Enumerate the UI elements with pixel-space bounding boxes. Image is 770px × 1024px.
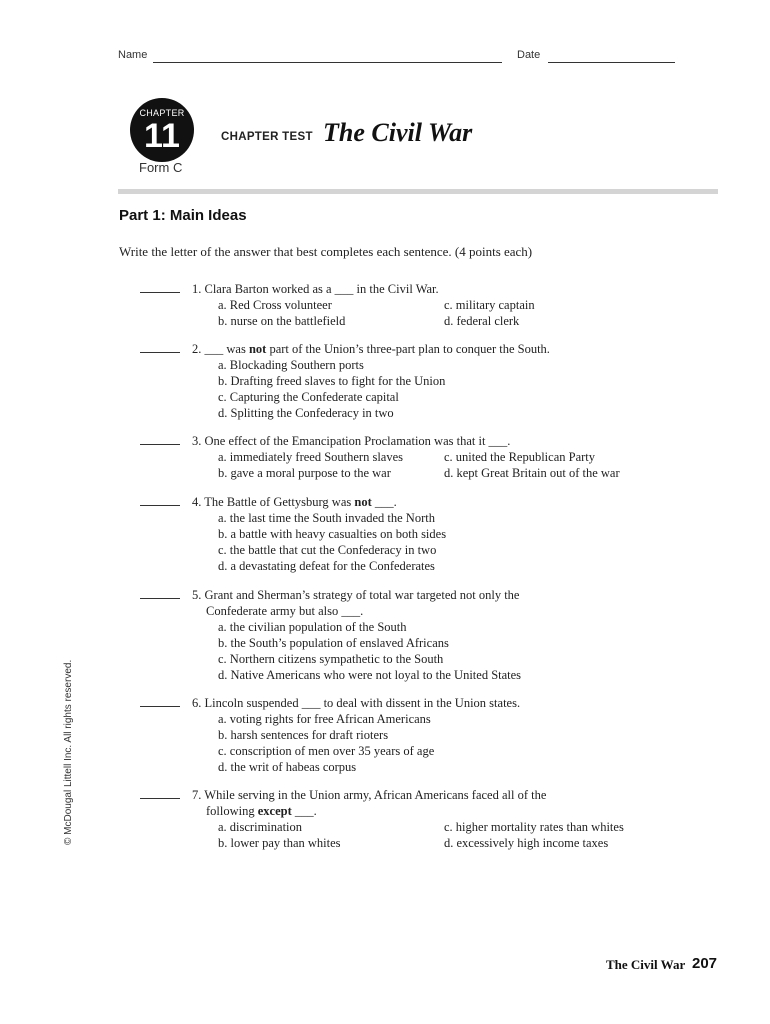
option-c: c. the battle that cut the Confederacy in two [218, 543, 437, 557]
question-text-continued: Confederate army but also ___. [206, 604, 364, 618]
header-divider [118, 189, 718, 194]
question-text: 5. Grant and Sherman’s strategy of total war targeted not only the [192, 588, 520, 602]
question-text: 2. ___ was not part of the Union’s three-part plan to conquer the South. [192, 342, 550, 356]
option-b: b. gave a moral purpose to the war [218, 466, 391, 480]
name-label: Name [118, 49, 148, 61]
answer-blank[interactable] [140, 798, 180, 799]
emphasis-word: not [354, 495, 372, 509]
date-label: Date [517, 49, 541, 61]
footer-title: The Civil War [606, 957, 686, 972]
chapter-badge [130, 98, 194, 162]
answer-blank[interactable] [140, 352, 180, 353]
option-c: c. united the Republican Party [444, 450, 596, 464]
option-b: b. lower pay than whites [218, 836, 341, 850]
answer-blank[interactable] [140, 706, 180, 707]
option-b: b. a battle with heavy casualties on both sides [218, 527, 447, 541]
answer-blank[interactable] [140, 598, 180, 599]
option-b: b. harsh sentences for draft rioters [218, 728, 389, 742]
part-title: Part 1: Main Ideas [119, 207, 247, 224]
option-b: b. the South’s population of enslaved Africans [218, 636, 449, 650]
chapter-test-label: CHAPTER TEST [221, 131, 313, 143]
answer-blank[interactable] [140, 444, 180, 445]
option-a: a. discrimination [218, 820, 303, 834]
question-text: 3. One effect of the Emancipation Proclamation was that it ___. [192, 434, 511, 448]
option-d: d. federal clerk [444, 314, 520, 328]
question-text: 4. The Battle of Gettysburg was not ___. [192, 495, 397, 509]
badge-chapter-label: CHAPTER [139, 108, 185, 118]
option-b: b. nurse on the battlefield [218, 314, 346, 328]
emphasis-word: except [257, 804, 292, 818]
question-text: 1. Clara Barton worked as a ___ in the Civil War. [192, 282, 439, 296]
option-a: a. Blockading Southern ports [218, 358, 364, 372]
question-text: 6. Lincoln suspended ___ to deal with dissent in the Union states. [192, 696, 521, 710]
question-text-continued: following except ___. [206, 804, 317, 818]
option-a: a. Red Cross volunteer [218, 298, 332, 312]
option-d: d. the writ of habeas corpus [218, 760, 357, 774]
option-c: c. higher mortality rates than whites [444, 820, 624, 834]
option-c: c. military captain [444, 298, 535, 312]
answer-blank[interactable] [140, 505, 180, 506]
option-c: c. Capturing the Confederate capital [218, 390, 399, 404]
option-d: d. a devastating defeat for the Confederates [218, 559, 435, 573]
page-title: The Civil War [323, 118, 473, 147]
answer-blank[interactable] [140, 292, 180, 293]
option-a: a. immediately freed Southern slaves [218, 450, 404, 464]
option-d: d. Splitting the Confederacy in two [218, 406, 394, 420]
option-d: d. kept Great Britain out of the war [444, 466, 620, 480]
option-a: a. the last time the South invaded the North [218, 511, 435, 525]
option-a: a. voting rights for free African Americans [218, 712, 431, 726]
badge-chapter-number: 11 [144, 117, 180, 155]
option-b: b. Drafting freed slaves to fight for the Union [218, 374, 446, 388]
option-a: a. the civilian population of the South [218, 620, 407, 634]
form-label: Form C [139, 160, 183, 175]
copyright-notice: © McDougal Littell Inc. All rights reserved. [63, 659, 74, 845]
date-field[interactable] [548, 62, 675, 63]
name-field[interactable] [153, 62, 502, 63]
page-number: 207 [692, 955, 718, 972]
question-text: 7. While serving in the Union army, African Americans faced all of the [192, 788, 547, 802]
option-d: d. Native Americans who were not loyal to the United States [218, 668, 522, 682]
option-c: c. Northern citizens sympathetic to the South [218, 652, 444, 666]
option-c: c. conscription of men over 35 years of age [218, 744, 435, 758]
option-d: d. excessively high income taxes [444, 836, 609, 850]
emphasis-word: not [248, 342, 267, 356]
instructions: Write the letter of the answer that best completes each sentence. (4 points each) [119, 244, 533, 259]
